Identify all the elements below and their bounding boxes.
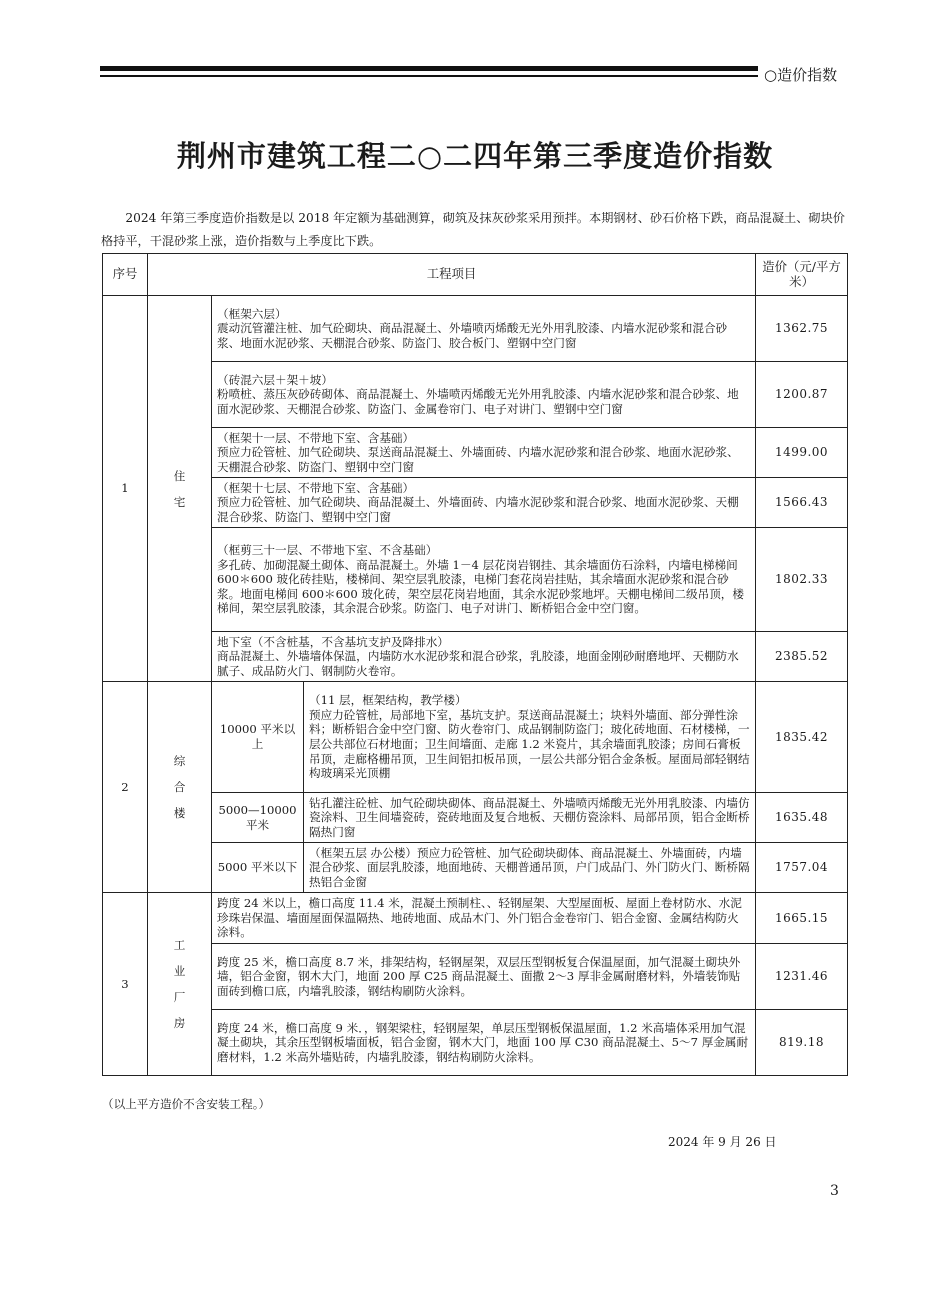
- price-cell: 1802.33: [756, 528, 848, 632]
- area-range-cell: 5000 平米以下: [212, 843, 304, 893]
- category-label: 住宅: [173, 468, 186, 509]
- price-cell: 1231.46: [756, 944, 848, 1010]
- item-description: （框架十七层、不带地下室、含基础） 预应力砼管桩、加气砼砌块、商品混凝土、外墙面砖、内墙水泥砂浆和混合砂浆、地面水泥砂浆、天棚混合砂浆、防盗门、塑钢中空门窗: [212, 478, 756, 528]
- item-description: （框剪三十一层、不带地下室、不含基础） 多孔砖、加砌混凝土砌体、商品混凝土。外墙 1－4 层花岗岩钢挂、其余墙面仿石涂料，内墙电梯梯间 600＊600 玻化砖挂贴，楼梯间、架空层乳胶漆，电梯门套花岗岩挂贴，其余墙面水泥砂浆和混合砂浆。地面电梯间 600＊600 玻化砖，架空层花岗岩地面，其余水泥砂浆地坪。天棚电梯间二级吊顶，楼梯间，架空层乳胶漆，其余混合砂浆。防盗门、电子对讲门、断桥铝合金中空门窗。: [212, 528, 756, 632]
- price-cell: 1200.87: [756, 362, 848, 428]
- category-cell: [148, 893, 212, 1076]
- area-range-cell: 10000 平米以上: [212, 682, 304, 793]
- table-footnote: （以上平方造价不含安装工程。）: [102, 1097, 271, 1111]
- page-title: 荆州市建筑工程二○二四年第三季度造价指数: [176, 139, 774, 173]
- table-row: [103, 1010, 848, 1076]
- category-cell: [148, 682, 212, 893]
- item-description: （11 层，框架结构，教学楼） 预应力砼管桩，局部地下室，基坑支护。泵送商品混凝土；块料外墙面、部分弹性涂料；断桥铝合金中空门窗、防火卷帘门、成品钢制防盗门；玻化砖地面、石材楼梯，一层公共部位石材地面；卫生间墙面、走廊 1.2 米瓷片，其余墙面乳胶漆；房间石膏板吊顶，走廊格栅吊顶，卫生间铝扣板吊顶，一层公共部分铝合金条板。屋面局部轻钢结构玻璃采光顶棚: [304, 682, 756, 793]
- section-label: ○造价指数: [764, 66, 838, 84]
- price-cell: 1665.15: [756, 893, 848, 944]
- price-cell: 819.18: [756, 1010, 848, 1076]
- price-cell: 1566.43: [756, 478, 848, 528]
- category-label: 综合楼: [173, 754, 186, 820]
- header-rule: [100, 66, 758, 80]
- item-description: 跨度 24 米以上，檐口高度 11.4 米，混凝土预制柱、、轻钢屋架、大型屋面板、屋面上卷材防水、水泥珍珠岩保温、墙面屋面保温隔热、地砖地面、成品木门、外门铝合金卷帘门、铝合金窗、金属结构防火涂料。: [212, 893, 756, 944]
- price-cell: 1635.48: [756, 793, 848, 843]
- table-row: [103, 296, 848, 362]
- row-number: 1: [103, 296, 148, 682]
- row-number: 2: [103, 682, 148, 893]
- row-number: 3: [103, 893, 148, 1076]
- col-header-no: 序号: [103, 254, 148, 296]
- area-range-cell: 5000—10000 平米: [212, 793, 304, 843]
- table-row: [103, 428, 848, 478]
- table-row: [103, 682, 848, 793]
- table-row: [103, 793, 848, 843]
- table-row: [103, 893, 848, 944]
- price-cell: 2385.52: [756, 632, 848, 682]
- table-row: [103, 362, 848, 428]
- price-cell: 1757.04: [756, 843, 848, 893]
- item-description: 钻孔灌注砼桩、加气砼砌块砌体、商品混凝土、外墙喷丙烯酸无光外用乳胶漆、内墙仿瓷涂料、卫生间墙瓷砖，瓷砖地面及复合地板、天棚仿瓷涂料、局部吊顶，铝合金断桥隔热门窗: [304, 793, 756, 843]
- page-number: 3: [830, 1183, 839, 1199]
- table-row: [103, 632, 848, 682]
- cost-index-table: [102, 253, 848, 1076]
- item-description: （框架六层） 震动沉管灌注桩、加气砼砌块、商品混凝土、外墙喷丙烯酸无光外用乳胶漆、内墙水泥砂浆和混合砂浆、地面水泥砂浆、天棚混合砂浆、防盗门、胶合板门、塑钢中空门窗: [212, 296, 756, 362]
- intro-paragraph: 2024 年第三季度造价指数是以 2018 年定额为基础测算，砌筑及抹灰砂浆采用预拌。本期钢材、砂石价格下跌，商品混凝土、砌块价格持平，干混砂浆上涨，造价指数与上季度比下跌。: [101, 211, 845, 248]
- header-rule-thick: [100, 66, 758, 71]
- category-cell: [148, 296, 212, 682]
- table-header-row: [103, 254, 848, 296]
- price-cell: 1362.75: [756, 296, 848, 362]
- category-label: 工业厂房: [173, 938, 186, 1030]
- col-header-price: 造价（元/平方米）: [756, 254, 848, 296]
- item-description: （砖混六层＋架＋坡） 粉喷桩、蒸压灰砂砖砌体、商品混凝土、外墙喷丙烯酸无光外用乳胶漆、内墙水泥砂浆和混合砂浆、地面水泥砂浆、天棚混合砂浆、防盗门、金属卷帘门、电子对讲门、塑钢中空门窗: [212, 362, 756, 428]
- item-description: （框架十一层、不带地下室、含基础） 预应力砼管桩、加气砼砌块、泵送商品混凝土、外墙面砖、内墙水泥砂浆和混合砂浆、地面水泥砂浆、天棚混合砂浆、防盗门、塑钢中空门窗: [212, 428, 756, 478]
- table-row: [103, 843, 848, 893]
- col-header-item: 工程项目: [148, 254, 756, 296]
- price-cell: 1499.00: [756, 428, 848, 478]
- issue-date: 2024 年 9 月 26 日: [668, 1135, 777, 1149]
- price-cell: 1835.42: [756, 682, 848, 793]
- table-row: [103, 478, 848, 528]
- item-description: 地下室（不含桩基，不含基坑支护及降排水） 商品混凝土、外墙墙体保温，内墙防水水泥砂浆和混合砂浆，乳胶漆，地面金刚砂耐磨地坪、天棚防水腻子、成品防火门、钢制防火卷帘。: [212, 632, 756, 682]
- item-description: 跨度 24 米，檐口高度 9 米．，钢架梁柱，轻钢屋架，单层压型钢板保温屋面，1.2 米高墙体采用加气混凝土砌块，其余压型钢板墙面板，铝合金窗，钢木大门，地面 100 厚 C30 商品混凝土、5～7 厚金属耐磨材料，1.2 米高外墙贴砖，内墙乳胶漆，钢结构刷防火涂料。: [212, 1010, 756, 1076]
- header-rule-thin: [100, 75, 758, 77]
- item-description: 跨度 25 米，檐口高度 8.7 米，排架结构，轻钢屋架，双层压型钢板复合保温屋面，加气混凝土砌块外墙，铝合金窗，钢木大门，地面 200 厚 C25 商品混凝土、面撒 2～3 厚非金属耐磨材料，外墙装饰贴面砖到檐口底，内墙乳胶漆，钢结构刷防火涂料。: [212, 944, 756, 1010]
- table-row: [103, 528, 848, 632]
- table-row: [103, 944, 848, 1010]
- item-description: （框架五层 办公楼）预应力砼管桩、加气砼砌块砌体、商品混凝土、外墙面砖，内墙混合砂浆、面层乳胶漆，地面地砖、天棚普通吊顶，户门成品门、外门防火门、断桥隔热铝合金窗: [304, 843, 756, 893]
